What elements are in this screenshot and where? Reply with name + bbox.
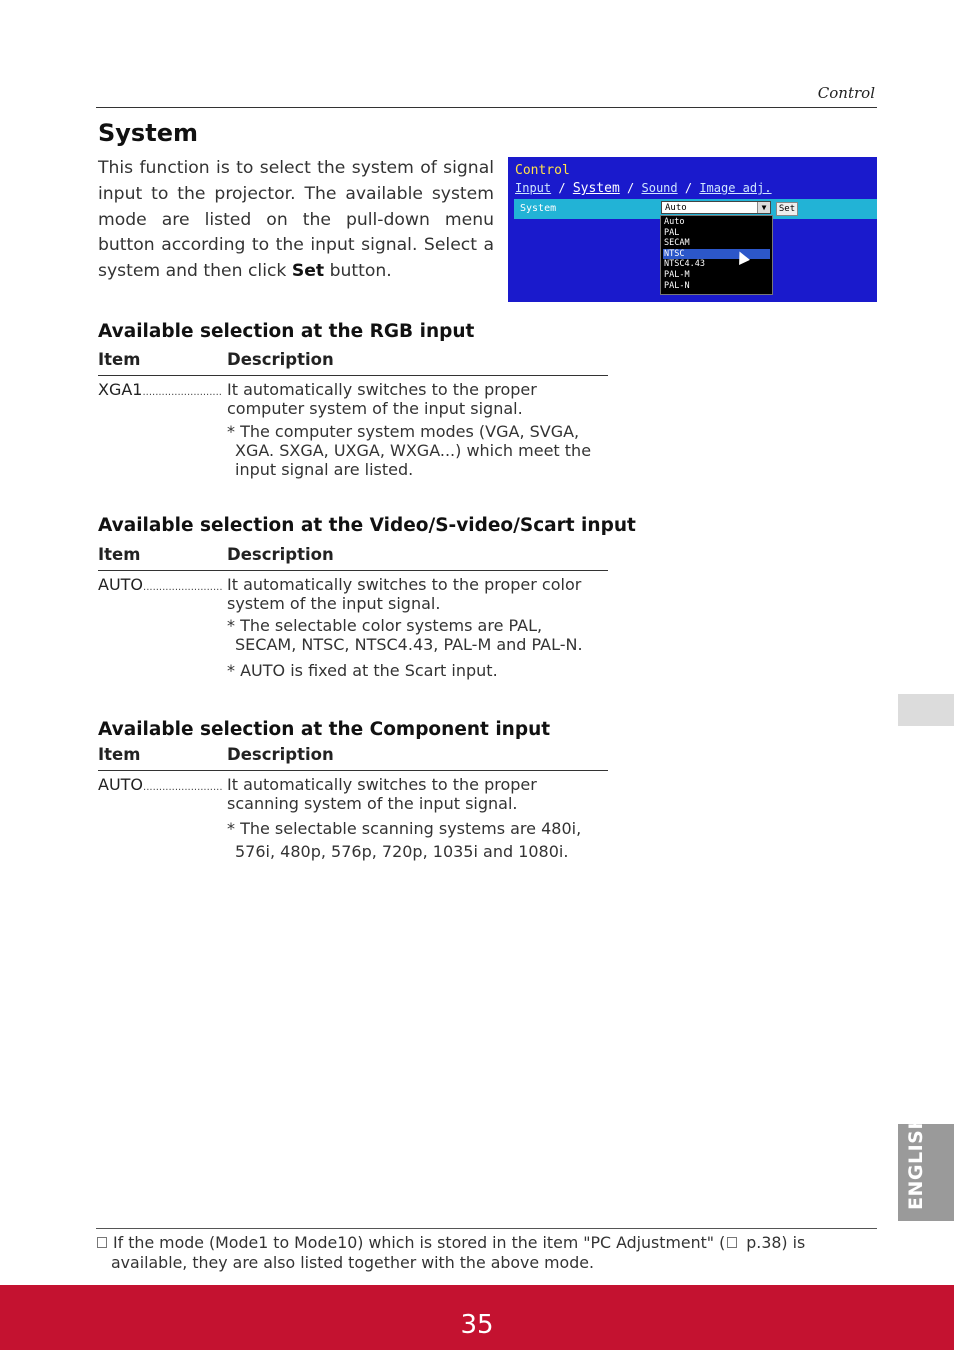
footnote-rule — [96, 1228, 877, 1229]
leader-dots: ......................... — [143, 582, 223, 593]
side-tab-english — [898, 1113, 954, 1221]
screenshot-row-label: System — [520, 203, 557, 214]
dropdown-option: PAL — [664, 227, 680, 238]
table-rule — [98, 375, 608, 376]
footnote — [97, 1233, 873, 1272]
column-head-description: Description — [227, 350, 334, 369]
table-row-item — [98, 380, 222, 399]
leader-dots: ......................... — [142, 387, 222, 398]
column-head-description: Description — [227, 545, 334, 564]
tab-separator: / — [684, 181, 693, 195]
dropdown-option: PAL-M — [664, 270, 690, 280]
column-head-description: Description — [227, 745, 334, 764]
dropdown-option: SECAM — [664, 238, 690, 249]
table-row-item — [98, 775, 223, 794]
section-title-component: Available selection at the Component input — [98, 719, 551, 740]
intro-paragraph — [98, 156, 494, 285]
screenshot-dropdown-value: Auto — [665, 203, 687, 213]
header-rule — [96, 107, 877, 108]
item-note: * The computer system modes (VGA, SVGA, XGA. SXGA, UXGA, WXGA...) which meet the input signal are listed. — [227, 422, 592, 479]
footnote-text: If the mode (Mode1 to Mode10) which is stored in the item "PC Adjustment" ( — [113, 1233, 726, 1252]
page-ref-square-icon — [727, 1237, 737, 1248]
section-title-rgb: Available selection at the RGB input — [98, 321, 475, 342]
screenshot-set-button: Set — [776, 202, 798, 216]
tab-separator: / — [627, 181, 635, 195]
tab-separator: / — [558, 181, 566, 195]
table-row-item — [98, 575, 223, 594]
dropdown-option: NTSC4.43 — [664, 259, 705, 270]
running-header: Control — [817, 84, 875, 102]
item-description: It automatically switches to the proper computer system of the input signal. — [227, 380, 537, 418]
side-tab-marker — [898, 694, 954, 726]
screenshot-system-dropdown — [661, 201, 771, 214]
dropdown-option: PAL-N — [664, 280, 690, 291]
item-name: XGA1 — [98, 380, 143, 399]
column-head-item: Item — [98, 745, 141, 764]
item-note: * The selectable color systems are PAL, SECAM, NTSC, NTSC4.43, PAL-M and PAL-N. — [227, 616, 583, 654]
footnote-text-end: p.38) is available, they are also listed together with the above mode. — [111, 1233, 806, 1272]
item-name: AUTO — [98, 775, 144, 794]
screenshot-tab-system: System — [572, 181, 620, 196]
item-note: * The selectable scanning systems are 480i, 576i, 480p, 576p, 720p, 1035i and 1080i. — [227, 819, 582, 861]
leader-dots: ......................... — [143, 782, 223, 793]
intro-text-end: button. — [324, 261, 392, 282]
side-tab-label: ENGLISH — [905, 1113, 927, 1210]
screenshot-tabs — [515, 181, 772, 196]
section-title-video: Available selection at the Video/S-video/Scart input — [98, 515, 636, 536]
item-description: It automatically switches to the proper color system of the input signal. — [227, 575, 582, 613]
chevron-down-icon: ▼ — [757, 202, 770, 213]
screenshot-tab-input: Input — [515, 181, 552, 195]
menu-screenshot — [508, 157, 877, 302]
note-square-icon — [97, 1237, 107, 1248]
intro-text: This function is to select the system of signal input to the projector. The available system mode are listed on the pull-down menu button according to the input signal. Select a system and then click — [98, 158, 494, 282]
table-rule — [98, 570, 608, 571]
column-head-item: Item — [98, 545, 141, 564]
screenshot-tab-sound: Sound — [641, 181, 678, 195]
table-rule — [98, 770, 608, 771]
item-description: It automatically switches to the proper scanning system of the input signal. — [227, 775, 537, 813]
dropdown-option-highlighted: NTSC — [663, 249, 770, 260]
screenshot-dropdown-list — [660, 215, 773, 295]
dropdown-option: Auto — [664, 217, 685, 227]
item-name: AUTO — [98, 575, 144, 594]
page-number: 35 — [460, 1310, 494, 1340]
page-title: System — [98, 119, 198, 147]
screenshot-tab-image-adj: Image adj. — [699, 181, 772, 195]
screenshot-title: Control — [515, 163, 570, 178]
intro-bold-set: Set — [291, 261, 325, 282]
item-note: * AUTO is fixed at the Scart input. — [227, 661, 498, 680]
column-head-item: Item — [98, 350, 141, 369]
